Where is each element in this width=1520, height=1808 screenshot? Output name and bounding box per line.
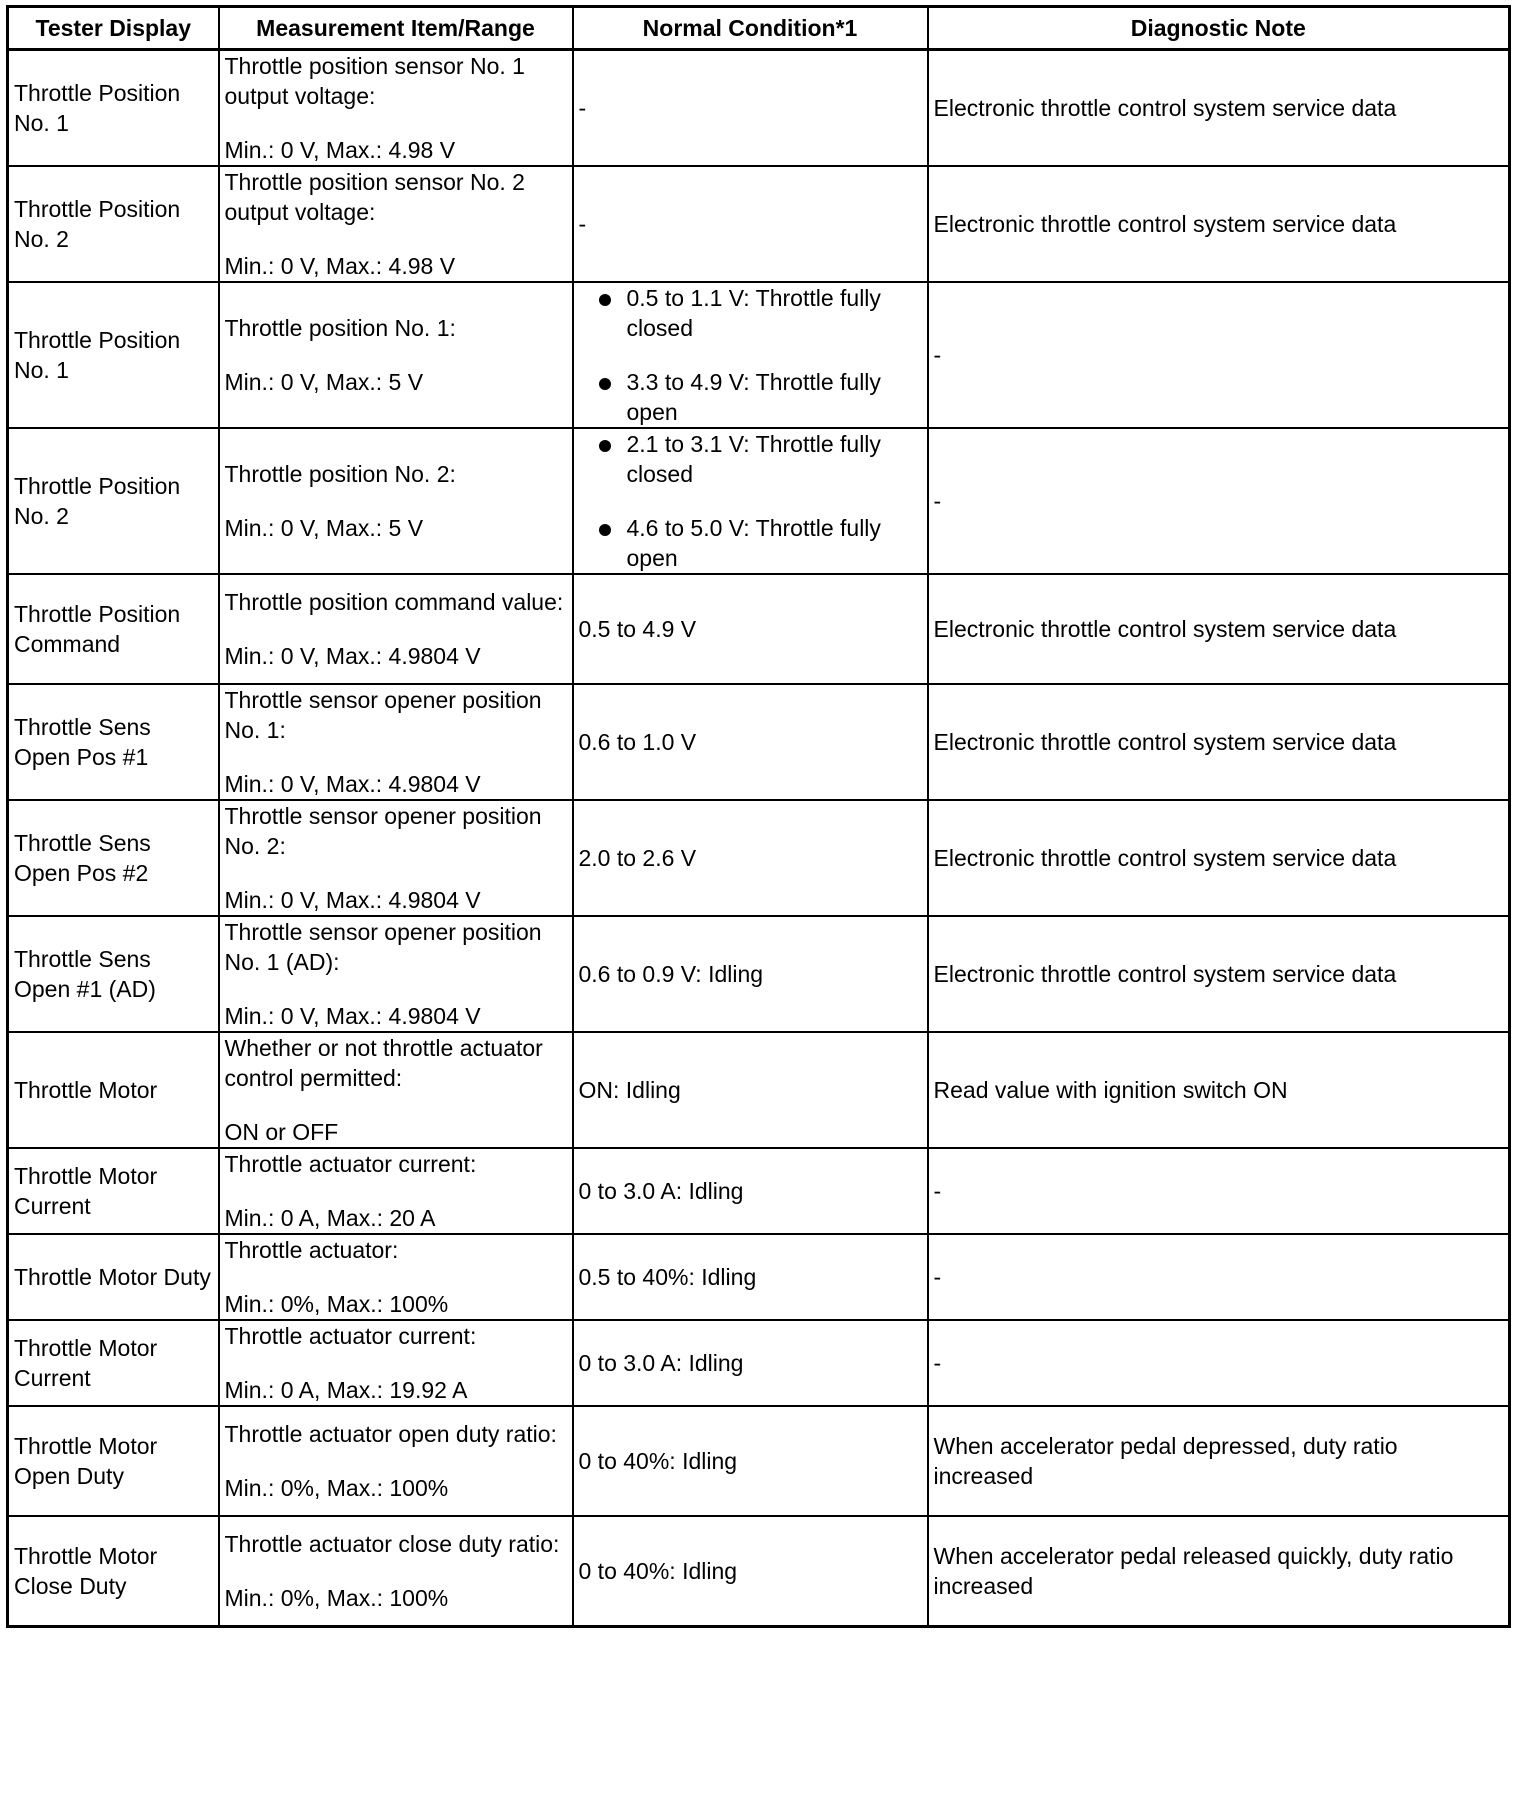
cell-normal-condition — [573, 1320, 928, 1406]
cell-measurement-item — [219, 1148, 573, 1234]
cell-measurement-item — [219, 1516, 573, 1626]
cell-diagnostic-note: Electronic throttle control system service data — [928, 916, 1510, 1032]
measurement-range: Min.: 0 A, Max.: 20 A — [224, 1205, 436, 1231]
measurement-range: Min.: 0 V, Max.: 4.9804 V — [224, 643, 481, 669]
cell-tester-display: Throttle Sens Open Pos #1 — [8, 684, 219, 800]
measurement-range: Min.: 0 V, Max.: 4.98 V — [224, 137, 456, 163]
measurement-item-label: Throttle position sensor No. 2 output voltage: — [224, 169, 532, 225]
condition-text: 2.1 to 3.1 V: Throttle fully closed — [626, 431, 881, 487]
bullet-icon — [599, 378, 611, 390]
condition-text: - — [578, 95, 587, 121]
cell-tester-display: Throttle Sens Open #1 (AD) — [8, 916, 219, 1032]
condition-text: 0.5 to 1.1 V: Throttle fully closed — [626, 285, 881, 341]
cell-diagnostic-note: Electronic throttle control system service data — [928, 50, 1510, 167]
cell-tester-display: Throttle Position No. 2 — [8, 166, 219, 282]
table-row — [8, 428, 1510, 574]
measurement-item-label: Throttle sensor opener position No. 1 (AD): — [224, 919, 548, 975]
spacer — [225, 977, 567, 1001]
cell-diagnostic-note: Electronic throttle control system service data — [928, 574, 1510, 684]
table-row — [8, 574, 1510, 684]
cell-tester-display: Throttle Sens Open Pos #2 — [8, 800, 219, 916]
bullet-icon — [599, 524, 611, 536]
cell-normal-condition — [573, 166, 928, 282]
condition-item — [579, 367, 922, 427]
cell-normal-condition — [573, 574, 928, 684]
measurement-item-label: Throttle actuator close duty ratio: — [224, 1530, 560, 1557]
measurement-item-label: Throttle actuator current: — [224, 1323, 477, 1349]
measurement-item-label: Throttle actuator: — [224, 1237, 399, 1263]
measurement-range: Min.: 0 V, Max.: 5 V — [224, 369, 424, 395]
cell-normal-condition — [573, 684, 928, 800]
cell-tester-display: Throttle Motor Current — [8, 1148, 219, 1234]
spacer — [225, 111, 567, 135]
spacer — [225, 1449, 567, 1473]
table-row — [8, 1032, 1510, 1148]
condition-item — [579, 513, 922, 573]
measurement-range: Min.: 0 V, Max.: 4.9804 V — [224, 771, 481, 797]
condition-text: 0.6 to 0.9 V: Idling — [578, 961, 764, 987]
condition-list — [579, 429, 922, 573]
header-tester-display: Tester Display — [8, 7, 219, 50]
cell-tester-display: Throttle Motor Current — [8, 1320, 219, 1406]
measurement-item-label: Throttle actuator open duty ratio: — [224, 1421, 557, 1447]
spacer — [225, 745, 567, 769]
condition-text: 4.6 to 5.0 V: Throttle fully open — [626, 515, 881, 571]
measurement-item-label: Throttle position command value: — [224, 589, 564, 615]
measurement-range: Min.: 0%, Max.: 100% — [224, 1291, 449, 1317]
cell-tester-display: Throttle Motor — [8, 1032, 219, 1148]
table-row — [8, 166, 1510, 282]
spacer — [225, 227, 567, 251]
table-body — [8, 50, 1510, 1627]
measurement-item-label: Whether or not throttle actuator control permitted: — [224, 1035, 550, 1091]
cell-measurement-item — [219, 1320, 573, 1406]
spacer — [225, 343, 567, 367]
condition-text: 0 to 3.0 A: Idling — [578, 1350, 744, 1376]
spacer — [225, 1179, 567, 1203]
cell-normal-condition — [573, 428, 928, 574]
cell-measurement-item — [219, 428, 573, 574]
cell-normal-condition — [573, 50, 928, 167]
bullet-icon — [599, 440, 611, 452]
cell-diagnostic-note: Electronic throttle control system service data — [928, 684, 1510, 800]
cell-tester-display: Throttle Position Command — [8, 574, 219, 684]
cell-normal-condition — [573, 1406, 928, 1516]
measurement-range: Min.: 0%, Max.: 100% — [224, 1584, 449, 1611]
table-row — [8, 684, 1510, 800]
spacer — [225, 1265, 567, 1289]
cell-tester-display: Throttle Position No. 1 — [8, 50, 219, 167]
cell-tester-display: Throttle Position No. 1 — [8, 282, 219, 428]
spacer — [225, 489, 567, 513]
cell-diagnostic-note: - — [928, 1234, 1510, 1320]
measurement-range: Min.: 0 V, Max.: 4.9804 V — [224, 887, 481, 913]
cell-tester-display: Throttle Motor Duty — [8, 1234, 219, 1320]
measurement-item-label: Throttle position sensor No. 1 output voltage: — [224, 53, 532, 109]
table-row — [8, 282, 1510, 428]
cell-measurement-item — [219, 1234, 573, 1320]
measurement-item-label: Throttle sensor opener position No. 1: — [224, 687, 548, 743]
cell-diagnostic-note: Electronic throttle control system service data — [928, 166, 1510, 282]
cell-measurement-item — [219, 282, 573, 428]
measurement-item-label: Throttle actuator current: — [224, 1151, 477, 1177]
bullet-icon — [599, 294, 611, 306]
header-diagnostic-note: Diagnostic Note — [928, 7, 1510, 50]
table-row — [8, 800, 1510, 916]
cell-normal-condition — [573, 282, 928, 428]
cell-normal-condition — [573, 1516, 928, 1626]
table-row — [8, 1406, 1510, 1516]
cell-diagnostic-note: When accelerator pedal released quickly, duty ratio increased — [928, 1516, 1510, 1626]
measurement-range: Min.: 0%, Max.: 100% — [224, 1475, 449, 1501]
data-list-table — [6, 5, 1511, 1628]
table-row — [8, 50, 1510, 167]
condition-text: - — [578, 211, 587, 237]
condition-list — [579, 283, 922, 427]
cell-normal-condition — [573, 916, 928, 1032]
header-row — [8, 7, 1510, 50]
cell-diagnostic-note: When accelerator pedal depressed, duty ratio increased — [928, 1406, 1510, 1516]
condition-text: 0.5 to 40%: Idling — [578, 1264, 757, 1290]
cell-measurement-item — [219, 574, 573, 684]
header-measurement-item: Measurement Item/Range — [219, 7, 573, 50]
measurement-range: Min.: 0 A, Max.: 19.92 A — [224, 1377, 468, 1403]
cell-measurement-item — [219, 916, 573, 1032]
measurement-item-label: Throttle position No. 2: — [224, 461, 456, 487]
condition-text: 0 to 40%: Idling — [578, 1557, 738, 1584]
cell-measurement-item — [219, 1032, 573, 1148]
cell-diagnostic-note: Read value with ignition switch ON — [928, 1032, 1510, 1148]
condition-text: 3.3 to 4.9 V: Throttle fully open — [626, 369, 881, 425]
condition-item — [579, 429, 922, 489]
table-row — [8, 1148, 1510, 1234]
cell-normal-condition — [573, 1032, 928, 1148]
spacer — [225, 861, 567, 885]
measurement-range: ON or OFF — [224, 1119, 339, 1145]
cell-measurement-item — [219, 50, 573, 167]
cell-tester-display: Throttle Motor Open Duty — [8, 1406, 219, 1516]
measurement-item-label: Throttle position No. 1: — [224, 315, 456, 341]
condition-item — [579, 283, 922, 343]
cell-measurement-item — [219, 684, 573, 800]
cell-measurement-item — [219, 166, 573, 282]
table-row — [8, 1320, 1510, 1406]
cell-measurement-item — [219, 1406, 573, 1516]
measurement-range: Min.: 0 V, Max.: 5 V — [224, 515, 424, 541]
cell-diagnostic-note: - — [928, 1320, 1510, 1406]
measurement-range: Min.: 0 V, Max.: 4.9804 V — [224, 1003, 481, 1029]
table-row — [8, 916, 1510, 1032]
condition-text: 0.6 to 1.0 V — [578, 729, 697, 755]
cell-diagnostic-note: - — [928, 282, 1510, 428]
cell-tester-display: Throttle Motor Close Duty — [8, 1516, 219, 1626]
table-row — [8, 1516, 1510, 1626]
cell-normal-condition — [573, 1148, 928, 1234]
cell-normal-condition — [573, 800, 928, 916]
spacer — [225, 1351, 567, 1375]
condition-text: ON: Idling — [578, 1077, 681, 1103]
measurement-item-label: Throttle sensor opener position No. 2: — [224, 803, 548, 859]
condition-text: 0 to 3.0 A: Idling — [578, 1178, 744, 1204]
condition-text: 2.0 to 2.6 V — [578, 845, 697, 871]
cell-diagnostic-note: - — [928, 1148, 1510, 1234]
spacer — [225, 1559, 567, 1583]
spacer — [225, 617, 567, 641]
cell-diagnostic-note: Electronic throttle control system service data — [928, 800, 1510, 916]
spacer — [225, 1093, 567, 1117]
condition-text: 0.5 to 4.9 V — [578, 616, 697, 642]
cell-diagnostic-note: - — [928, 428, 1510, 574]
cell-normal-condition — [573, 1234, 928, 1320]
cell-tester-display: Throttle Position No. 2 — [8, 428, 219, 574]
table-row — [8, 1234, 1510, 1320]
condition-text: 0 to 40%: Idling — [578, 1448, 738, 1474]
cell-measurement-item — [219, 800, 573, 916]
measurement-range: Min.: 0 V, Max.: 4.98 V — [224, 253, 456, 279]
header-normal-condition: Normal Condition*1 — [573, 7, 928, 50]
